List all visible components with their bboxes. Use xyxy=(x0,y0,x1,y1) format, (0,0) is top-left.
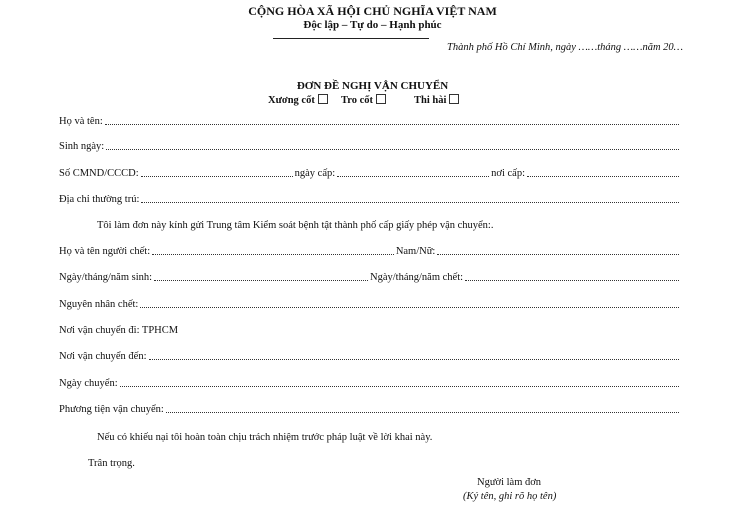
checkbox-ashes[interactable] xyxy=(376,94,386,104)
deceased-name-field[interactable] xyxy=(59,246,681,257)
deceased-dob-label: Ngày/tháng/năm sinh: xyxy=(59,272,153,283)
motto-underline xyxy=(273,38,429,39)
address-field[interactable] xyxy=(59,194,681,205)
option-bones[interactable] xyxy=(268,94,328,106)
signer-note: (Ký tên, ghi rõ họ tên) xyxy=(463,491,557,502)
option-ashes-label: Tro cốt xyxy=(341,95,373,106)
gender-label: Nam/Nữ: xyxy=(395,246,436,257)
deceased-name-label: Họ và tên người chết: xyxy=(59,246,151,257)
motto: Độc lập – Tự do – Hạnh phúc xyxy=(303,19,442,31)
option-body-label: Thi hài xyxy=(414,95,447,106)
destination-field[interactable] xyxy=(59,351,681,362)
address-label: Địa chỉ thường trú: xyxy=(59,194,140,205)
signer-title: Người làm đơn xyxy=(477,477,542,488)
vehicle-field[interactable] xyxy=(59,404,681,415)
full-name-field[interactable] xyxy=(59,116,681,127)
dob-field[interactable] xyxy=(59,141,681,152)
origin-text: Nơi vận chuyển đi: TPHCM xyxy=(59,325,179,336)
deceased-dates-field[interactable] xyxy=(59,272,681,283)
checkbox-body[interactable] xyxy=(449,94,459,104)
intro-text: Tôi làm đơn này kính gửi Trung tâm Kiểm soát bệnh tật thành phố cấp giấy phép vận chuyển:. xyxy=(97,220,494,231)
transport-date-label: Ngày chuyển: xyxy=(59,378,118,389)
option-body[interactable] xyxy=(414,94,459,106)
regards-text: Trân trọng. xyxy=(88,458,135,469)
option-bones-label: Xương cốt xyxy=(268,95,315,106)
country-title: CỘNG HÒA XÃ HỘI CHỦ NGHĨA VIỆT NAM xyxy=(248,4,497,18)
checkbox-bones[interactable] xyxy=(318,94,328,104)
full-name-label: Họ và tên: xyxy=(59,116,103,127)
vehicle-label: Phương tiện vận chuyển: xyxy=(59,404,164,415)
destination-label: Nơi vận chuyển đến: xyxy=(59,351,147,362)
cause-label: Nguyên nhân chết: xyxy=(59,299,139,310)
place-date: Thành phố Hồ Chí Minh, ngày ……tháng ……năm 20… xyxy=(447,42,683,53)
dob-label: Sinh ngày: xyxy=(59,141,105,152)
id-field[interactable] xyxy=(59,168,681,179)
commitment-text: Nếu có khiếu nại tôi hoàn toàn chịu trách nhiệm trước pháp luật về lời khai này. xyxy=(97,432,433,443)
option-ashes[interactable] xyxy=(341,94,386,106)
id-label: Số CMND/CCCD: xyxy=(59,168,139,179)
form-title: ĐƠN ĐỀ NGHỊ VẬN CHUYỂN xyxy=(296,80,449,92)
death-date-label: Ngày/tháng/năm chết: xyxy=(370,272,464,283)
issue-place-label: nơi cấp: xyxy=(491,168,525,179)
cause-field[interactable] xyxy=(59,299,681,310)
transport-date-field[interactable] xyxy=(59,378,681,389)
issue-date-label: ngày cấp: xyxy=(294,168,336,179)
